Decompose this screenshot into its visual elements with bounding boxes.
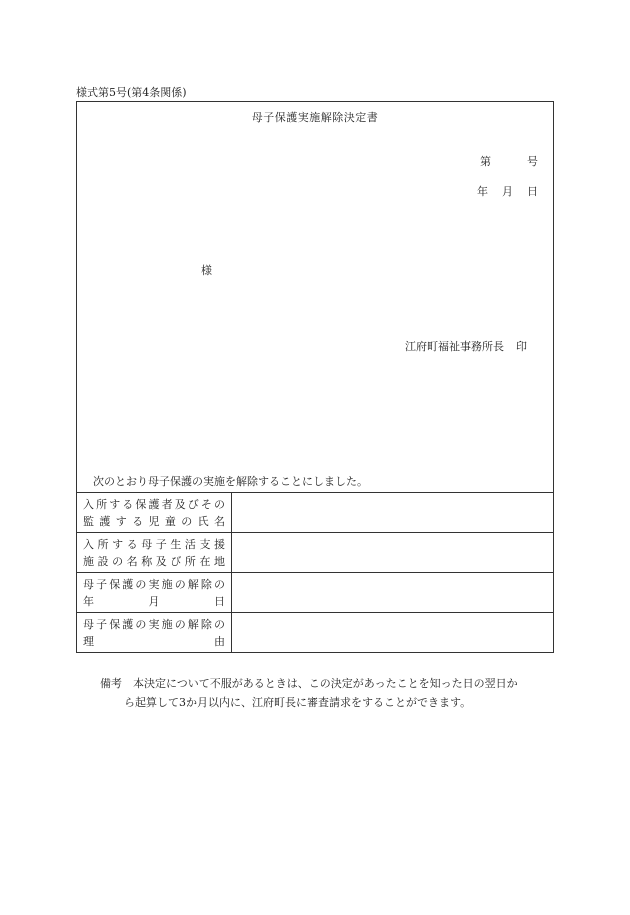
document-title: 母子保護実施解除決定書: [251, 111, 379, 124]
table-row: [77, 533, 554, 573]
addressee: 様: [201, 264, 212, 277]
decision-statement: 次のとおり母子保護の実施を解除することにしました。: [93, 475, 368, 488]
label-line: 理由: [83, 634, 225, 648]
label-line: 入所する保護者及びその: [83, 497, 225, 511]
date-year: 年: [477, 185, 488, 198]
number-prefix: 第: [480, 155, 491, 168]
row-label-names: [77, 493, 232, 533]
row-value-reason[interactable]: [232, 613, 554, 653]
remarks-line-1: 備考 本決定について不服があるときは、この決定があったことを知った日の翌日か: [100, 677, 518, 690]
row-value-facility[interactable]: [232, 533, 554, 573]
row-value-date[interactable]: [232, 573, 554, 613]
label-line: 監護する児童の氏名: [83, 514, 225, 528]
row-label-date: [77, 573, 232, 613]
table-row: [77, 573, 554, 613]
row-value-names[interactable]: [232, 493, 554, 533]
label-line: 入所する母子生活支援: [83, 537, 225, 551]
date-month: 月: [502, 185, 513, 198]
document-number: [480, 153, 538, 169]
label-line: 母子保護の実施の解除の: [83, 577, 225, 591]
table-row: [77, 613, 554, 653]
table-row: [77, 493, 554, 533]
date-day: 日: [527, 185, 538, 198]
decision-frame: [76, 101, 554, 493]
issuer-name: 江府町福祉事務所長: [405, 340, 504, 353]
number-suffix: 号: [527, 155, 538, 168]
remarks-line-2: ら起算して3か月以内に、江府町長に審査請求をすることができます。: [124, 696, 472, 709]
label-line: 年月日: [83, 594, 225, 608]
row-label-reason: [77, 613, 232, 653]
remarks: [100, 674, 560, 712]
row-label-facility: [77, 533, 232, 573]
detail-table: [76, 492, 554, 653]
seal-mark: 印: [516, 340, 527, 353]
label-line: 施設の名称及び所在地: [83, 554, 225, 568]
issuer: [405, 338, 527, 354]
form-number: 様式第5号(第4条関係): [76, 86, 187, 99]
document-date: [477, 183, 538, 199]
label-line: 母子保護の実施の解除の: [83, 617, 225, 631]
